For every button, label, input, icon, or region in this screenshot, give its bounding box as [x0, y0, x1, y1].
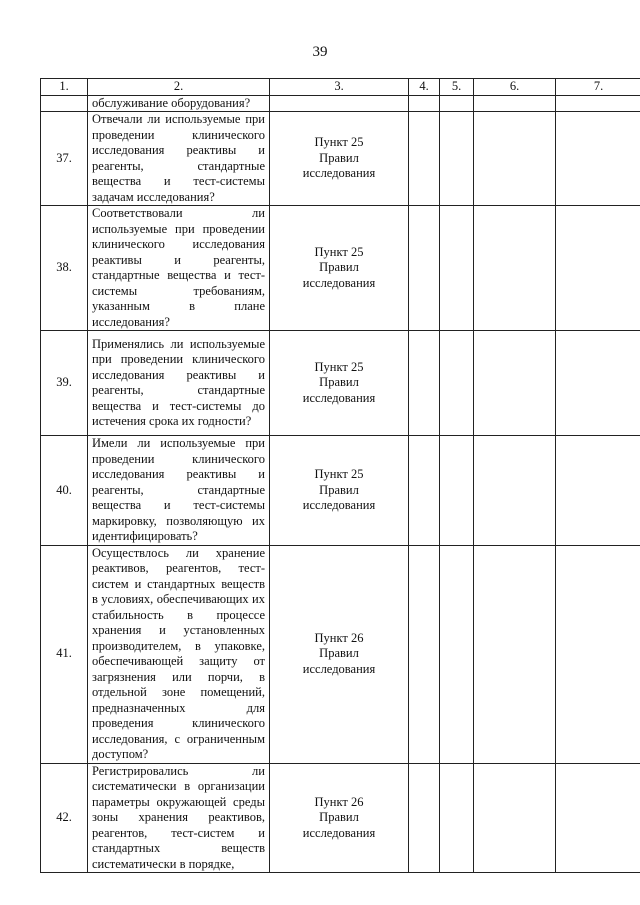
answer-cell	[409, 206, 440, 331]
answer-cell	[556, 545, 640, 763]
answer-cell	[556, 331, 640, 436]
question-text: Отвечали ли используемые при проведении клинического исследования реактивы и реагенты, стандартные вещества и тест-системы задачам исследования?	[88, 112, 270, 206]
column-header: 3.	[270, 79, 409, 96]
answer-cell	[474, 331, 556, 436]
checklist-table	[40, 78, 640, 873]
answer-cell	[556, 436, 640, 546]
legal-reference: Пункт 25 Правил исследования	[270, 436, 409, 546]
question-text: обслуживание оборудования?	[88, 95, 270, 112]
answer-cell	[556, 763, 640, 873]
row-number: 39.	[41, 331, 88, 436]
row-number: 40.	[41, 436, 88, 546]
answer-cell	[409, 763, 440, 873]
answer-cell	[440, 436, 474, 546]
column-header: 5.	[440, 79, 474, 96]
column-header: 2.	[88, 79, 270, 96]
question-text: Осуществлось ли хранение реактивов, реагентов, тест-систем и стандартных веществ в условиях, обеспечивающих их стабильность в процессе хранения и установленных производителем, в упаковке, обеспечивающей защиту от загрязнения или порчи, в отдельной зоне помещений, предназначенных для проведения клинического исследования, с ограниченным доступом?	[88, 545, 270, 763]
legal-reference: Пункт 25 Правил исследования	[270, 331, 409, 436]
page-number: 39	[312, 44, 328, 60]
table-row	[41, 206, 640, 331]
answer-cell	[474, 112, 556, 206]
answer-cell	[474, 545, 556, 763]
answer-cell	[474, 763, 556, 873]
answer-cell	[409, 331, 440, 436]
answer-cell	[409, 112, 440, 206]
column-header: 7.	[556, 79, 640, 96]
row-number: 41.	[41, 545, 88, 763]
continuation-row	[41, 95, 640, 112]
row-number: 42.	[41, 763, 88, 873]
question-text: Регистрировались ли систематически в организации параметры окружающей среды зоны хранения реактивов, реагентов, тест-систем и стандартных веществ систематически в порядке,	[88, 763, 270, 873]
table-row	[41, 112, 640, 206]
legal-reference: Пункт 25 Правил исследования	[270, 206, 409, 331]
column-header: 4.	[409, 79, 440, 96]
answer-cell	[556, 206, 640, 331]
question-text: Соответствовали ли используемые при проведении клинического исследования реактивы и реагенты, стандартные вещества и тест-системы требованиям, указанным в плане исследования?	[88, 206, 270, 331]
legal-reference: Пункт 26 Правил исследования	[270, 545, 409, 763]
answer-cell	[409, 545, 440, 763]
table-row	[41, 331, 640, 436]
answer-cell	[474, 206, 556, 331]
question-text: Имели ли используемые при проведении клинического исследования реактивы и реагенты, стандартные вещества и тест-системы маркировку, позволяющую их идентифицировать?	[88, 436, 270, 546]
answer-cell	[556, 112, 640, 206]
answer-cell	[409, 436, 440, 546]
legal-reference: Пункт 25 Правил исследования	[270, 112, 409, 206]
answer-cell	[440, 112, 474, 206]
table-row	[41, 763, 640, 873]
answer-cell	[474, 436, 556, 546]
row-number: 37.	[41, 112, 88, 206]
table-row	[41, 436, 640, 546]
answer-cell	[440, 763, 474, 873]
answer-cell	[440, 545, 474, 763]
question-text: Применялись ли используемые при проведении клинического исследования реактивы и реагенты, стандартные вещества и тест-системы до истечения срока их годности?	[88, 331, 270, 436]
column-header: 6.	[474, 79, 556, 96]
column-header: 1.	[41, 79, 88, 96]
legal-reference: Пункт 26 Правил исследования	[270, 763, 409, 873]
row-number: 38.	[41, 206, 88, 331]
table-header-row	[41, 79, 640, 96]
table-row	[41, 545, 640, 763]
answer-cell	[440, 331, 474, 436]
answer-cell	[440, 206, 474, 331]
